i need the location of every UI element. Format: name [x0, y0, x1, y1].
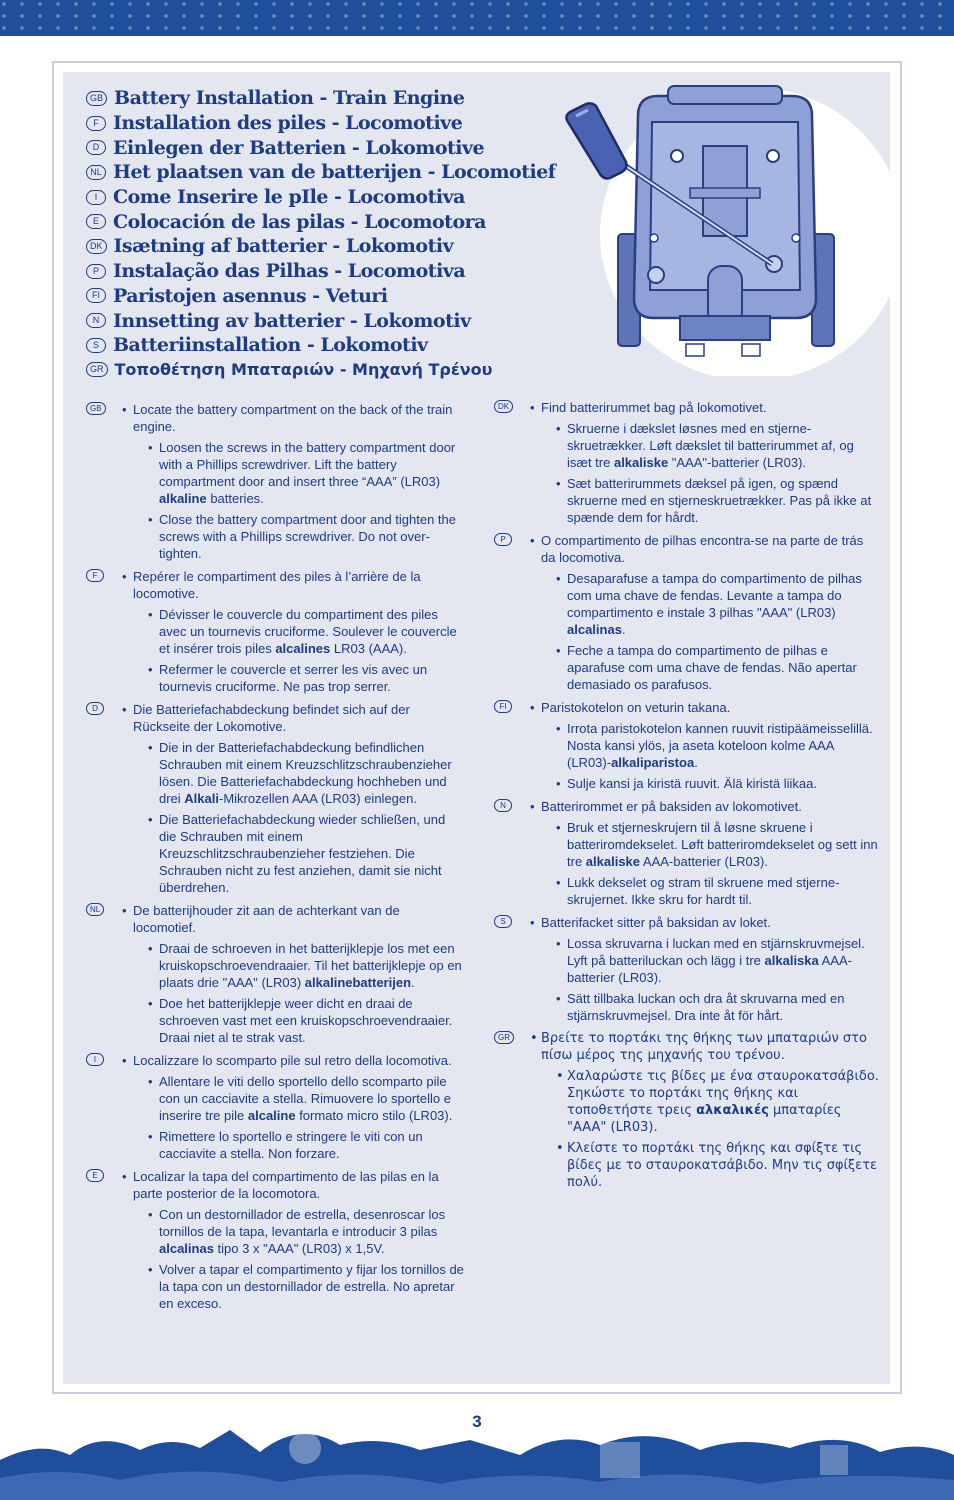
- bullet-insert: • Desaparafuse a tampa do compartimento de pilhas com uma chave de fendas. Levante a tampa do compartimento e instale 3 pilhas "AAA" (LR03) alcalinas.: [556, 570, 879, 638]
- section-e: [86, 1168, 466, 1312]
- section-fi: [494, 699, 879, 792]
- lang-code-badge: F: [86, 569, 104, 582]
- bullet-insert: • Χαλαρώστε τις βίδες με ένα σταυροκατσάβιδο. Σηκώστε το πορτάκι της θήκης και τοποθετήστε τρεις αλκαλικές μπαταρίες "AAA" (LR03).: [556, 1068, 879, 1136]
- title-text: Het plaatsen van de batterijen - Locomotief: [113, 161, 556, 184]
- title-text: Innsetting av batterier - Lokomotiv: [113, 309, 471, 332]
- title-text: Τοποθέτηση Μπαταριών - Μηχανή Τρένου: [114, 360, 493, 380]
- bullet-locate: • Die Batteriefachabdeckung befindet sich auf der Rückseite der Lokomotive.: [122, 701, 466, 735]
- bullet-locate: • O compartimento de pilhas encontra-se na parte de trás da locomotiva.: [530, 532, 879, 566]
- bullet-insert: • Dévisser le couvercle du compartiment des piles avec un tournevis cruciforme. Soulever le couvercle et insérer trois piles alcalines LR03 (AAA).: [148, 606, 466, 657]
- bullet-locate: • Βρείτε το πορτάκι της θήκης των μπαταριών στο πίσω μέρος της μηχανής του τρένου.: [530, 1030, 879, 1064]
- lang-code-badge: GR: [86, 362, 108, 377]
- section-d: [86, 701, 466, 896]
- lang-code-badge: N: [494, 799, 512, 812]
- title-text: Battery Installation - Train Engine: [114, 87, 465, 110]
- section-n: [494, 798, 879, 908]
- title-n: [86, 308, 586, 333]
- lang-code-badge: D: [86, 702, 104, 715]
- section-gb: [86, 401, 466, 562]
- section-f: [86, 568, 466, 695]
- lang-code-badge: E: [86, 1169, 104, 1182]
- title-p: [86, 259, 586, 284]
- lang-code-badge: P: [494, 533, 512, 546]
- instructions-right-column: [494, 399, 879, 1197]
- title-fi: [86, 284, 586, 309]
- bullet-locate: • Paristokotelon on veturin takana.: [530, 699, 879, 716]
- bullet-close: • Sulje kansi ja kiristä ruuvit. Älä kiristä liikaa.: [556, 775, 879, 792]
- bullet-close: • Sätt tillbaka luckan och dra åt skruvarna med en stjärnskruvmejsel. Dra inte åt för hårt.: [556, 990, 879, 1024]
- lang-code-badge: GB: [86, 402, 106, 415]
- bullet-locate: • Batterifacket sitter på baksidan av loket.: [530, 914, 879, 931]
- lang-code-badge: F: [86, 116, 106, 131]
- lang-code-badge: S: [86, 338, 106, 353]
- bullet-locate: • Batterirommet er på baksiden av lokomotivet.: [530, 798, 879, 815]
- title-text: Batteriinstallation - Lokomotiv: [113, 334, 428, 357]
- title-dk: [86, 234, 586, 259]
- bullet-locate: • Repérer le compartiment des piles à l’arrière de la locomotive.: [122, 568, 466, 602]
- lang-code-badge: NL: [86, 165, 106, 180]
- lang-code-badge: FI: [86, 288, 106, 303]
- title-text: Paristojen asennus - Veturi: [113, 284, 388, 307]
- section-nl: [86, 902, 466, 1046]
- bullet-close: • Κλείστε το πορτάκι της θήκης και σφίξτε τις βίδες με το σταυροκατσάβιδο. Μην τις σφίξετε πολύ.: [556, 1140, 879, 1191]
- bullet-close: • Die Batteriefachabdeckung wieder schließen, und die Schrauben mit einem Kreuzschlitzschraubenzieher festziehen. Die Schrauben nicht zu fest anziehen, damit sie nicht überdrehen.: [148, 811, 466, 896]
- bullet-close: • Rimettere lo sportello e stringere le viti con un cacciavite a stella. Non forzare.: [148, 1128, 466, 1162]
- lang-code-badge: GB: [86, 91, 107, 106]
- title-text: Installation des piles - Locomotive: [113, 112, 463, 135]
- title-i: [86, 185, 586, 210]
- bullet-insert: • Die in der Batteriefachabdeckung befindlichen Schrauben mit einem Kreuzschlitzschraubenzieher lösen. Die Batteriefachabdeckung hochheben und drei Alkali-Mikrozellen AAA (LR03) einlegen.: [148, 739, 466, 807]
- bullet-insert: • Allentare le viti dello sportello dello scomparto pile con un cacciavite a stella. Rimuovere lo sportello e inserire tre pile alcaline formato micro stilo (LR03).: [148, 1073, 466, 1124]
- title-text: Isætning af batterier - Lokomotiv: [113, 235, 454, 258]
- title-e: [86, 209, 586, 234]
- bullet-locate: • Localizzare lo scomparto pile sul retro della locomotiva.: [122, 1052, 466, 1069]
- bullet-insert: • Irrota paristokotelon kannen ruuvit ristipäämeisselillä. Nosta kansi ylös, ja aseta koteloon kolme AAA (LR03)-alkaliparistoa.: [556, 720, 879, 771]
- bullet-close: • Doe het batterijklepje weer dicht en draai de schroeven vast met een kruiskopschroevendraaier. Draai niet al te strak vast.: [148, 995, 466, 1046]
- title-list: [86, 86, 586, 382]
- title-text: Einlegen der Batterien - Lokomotive: [113, 136, 485, 159]
- lang-code-badge: E: [86, 214, 106, 229]
- bullet-locate: • Find batterirummet bag på lokomotivet.: [530, 399, 879, 416]
- bullet-insert: • Loosen the screws in the battery compartment door with a Phillips screwdriver. Lift the battery compartment door and insert three “AAA” (LR03) alkaline batteries.: [148, 439, 466, 507]
- bullet-insert: • Lossa skruvarna i luckan med en stjärnskruvmejsel. Lyft på batteriluckan och lägg i tre alkaliska AAA-batterier (LR03).: [556, 935, 879, 986]
- section-i: [86, 1052, 466, 1162]
- section-dk: [494, 399, 879, 526]
- title-d: [86, 135, 586, 160]
- bullet-locate: • De batterijhouder zit aan de achterkant van de locomotief.: [122, 902, 466, 936]
- bullet-close: • Lukk dekselet og stram til skruene med stjerne-skrujernet. Ikke skru for hardt til.: [556, 874, 879, 908]
- bullet-locate: • Localizar la tapa del compartimento de las pilas en la parte posterior de la locomotora.: [122, 1168, 466, 1202]
- section-s: [494, 914, 879, 1024]
- title-s: [86, 333, 586, 358]
- bullet-close: • Feche a tampa do compartimento de pilhas e aparafuse com uma chave de fendas. Não apertar demasiado os parafusos.: [556, 642, 879, 693]
- bullet-locate: • Locate the battery compartment on the back of the train engine.: [122, 401, 466, 435]
- bullet-insert: • Draai de schroeven in het batterijklepje los met een kruiskopschroevendraaier. Til het batterijklepje op en plaats drie "AAA" (LR03) alkalinebatterijen.: [148, 940, 466, 991]
- lang-code-badge: FI: [494, 700, 512, 713]
- instructions-left-column: [86, 401, 466, 1318]
- bullet-close: • Sæt batterirummets dæksel på igen, og spænd skruerne med en stjerneskruetrækker. Pas på ikke at spænde dem for hårdt.: [556, 475, 879, 526]
- lang-code-badge: I: [86, 1053, 104, 1066]
- lang-code-badge: D: [86, 140, 106, 155]
- bullet-close: • Close the battery compartment door and tighten the screws with a Phillips screwdriver. Do not over-tighten.: [148, 511, 466, 562]
- lang-code-badge: GR: [494, 1031, 514, 1044]
- bullet-insert: • Con un destornillador de estrella, desenroscar los tornillos de la tapa, levantarla e introducir 3 pilas alcalinas tipo 3 x "AAA" (LR03) x 1,5V.: [148, 1206, 466, 1257]
- page-number: 3: [472, 1412, 482, 1431]
- bullet-insert: • Bruk et stjerneskrujern til å løsne skruene i batteriromdekselet. Løft batteriromdekselet og sett inn tre alkaliske AAA-batterier (LR03).: [556, 819, 879, 870]
- title-text: Colocación de las pilas - Locomotora: [113, 210, 486, 233]
- lang-code-badge: S: [494, 915, 512, 928]
- top-decorative-band: [0, 0, 954, 36]
- bullet-close: • Volver a tapar el compartimento y fijar los tornillos de la tapa con un destornillador de estrella. No apretar en exceso.: [148, 1261, 466, 1312]
- lang-code-badge: I: [86, 190, 106, 205]
- bullet-insert: • Skruerne i dækslet løsnes med en stjerne-skruetrækker. Løft dækslet til batterirummet af, og isæt tre alkaliske "AAA"-batterier (LR03).: [556, 420, 879, 471]
- title-gb: [86, 86, 586, 111]
- lang-code-badge: P: [86, 264, 106, 279]
- title-nl: [86, 160, 586, 185]
- section-gr: [494, 1030, 879, 1191]
- lang-code-badge: DK: [494, 400, 513, 413]
- title-text: Come Inserire le pIle - Locomotiva: [113, 186, 465, 209]
- title-f: [86, 111, 586, 136]
- lang-code-badge: N: [86, 313, 106, 328]
- lang-code-badge: DK: [86, 239, 107, 254]
- section-p: [494, 532, 879, 693]
- bullet-close: • Refermer le couvercle et serrer les vis avec un tournevis cruciforme. Ne pas trop serrer.: [148, 661, 466, 695]
- lang-code-badge: NL: [86, 903, 104, 916]
- title-text: Instalação das Pilhas - Locomotiva: [113, 260, 466, 283]
- title-gr: [86, 358, 586, 383]
- train-engine-battery-illustration: [560, 76, 890, 376]
